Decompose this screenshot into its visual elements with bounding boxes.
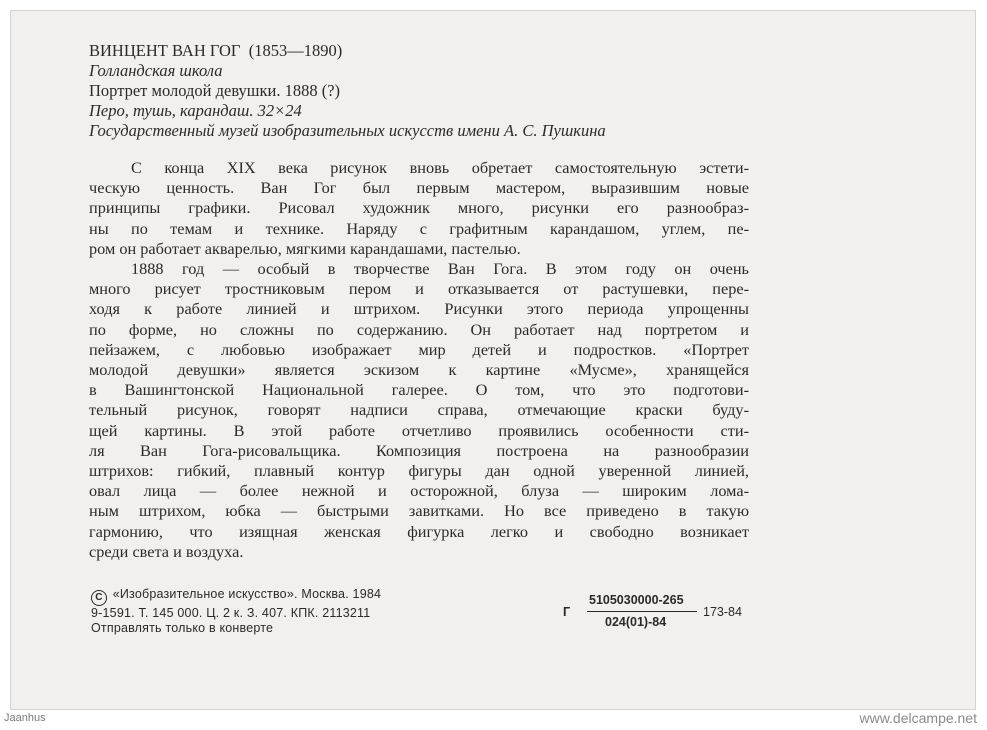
code-denominator: 024(01)-84 — [605, 615, 667, 629]
artist-line — [89, 41, 606, 61]
publisher: «Изобразительное искусство». Москва. 1984 — [112, 587, 382, 601]
artwork-title-line — [89, 81, 606, 101]
school: Голландская школа — [89, 61, 223, 80]
code-letter: Г — [563, 605, 571, 619]
paragraph-line: овал лица — более нежной и осторожной, блуза — широким лома- — [89, 481, 749, 501]
image-credit: Jaanhus — [4, 712, 46, 724]
paragraph-2 — [89, 259, 749, 562]
fraction-rule — [587, 611, 697, 612]
technique-line — [89, 101, 606, 121]
mailing-note: Отправлять только в конверте — [91, 621, 274, 635]
paragraph-line: ны по темам и технике. Наряду с графитным карандашом, углем, пе- — [89, 218, 749, 238]
print-info: 9-1591. Т. 145 000. Ц. 2 к. З. 407. КПК. 2113211 — [91, 606, 371, 620]
caption-header — [89, 41, 606, 141]
description-text — [89, 158, 749, 562]
paragraph-1 — [89, 158, 749, 259]
paragraph-line: ным штрихом, юбка — быстрыми завитками. Но все приведено в такую — [89, 501, 749, 521]
imprint — [91, 587, 381, 636]
technique: Перо, тушь, карандаш. — [89, 101, 254, 120]
site-watermark: www.delcampe.net — [859, 710, 977, 726]
paragraph-line: 1888 год — особый в творчестве Ван Гога. В этом году он очень — [131, 259, 749, 279]
code-suffix: 173-84 — [703, 605, 742, 619]
artwork-size: 32×24 — [257, 101, 302, 120]
paragraph-line: принципы графики. Рисовал художник много, рисунки его разнообраз- — [89, 198, 749, 218]
artwork-title-note: (?) — [321, 81, 341, 100]
paragraph-line: много рисует тростниковым пером и отказывается от растушевки, пере- — [89, 279, 749, 299]
copyright-icon: C — [91, 590, 107, 606]
paragraph-line: щей картины. В этой работе отчетливо проявились особенности сти- — [89, 420, 749, 440]
paragraph-line: среди света и воздуха. — [89, 541, 244, 561]
museum: Государственный музей изобразительных искусств имени А. С. Пушкина — [89, 121, 606, 140]
paragraph-line: по форме, но сложны по содержанию. Он работает над портретом и — [89, 319, 749, 339]
paragraph-line: штрихов: гибкий, плавный контур фигуры дан одной уверенной линией, — [89, 461, 749, 481]
paragraph-line: пейзажем, с любовью изображает мир детей и подростков. «Портрет — [89, 339, 749, 359]
postcard-back — [10, 10, 976, 710]
paragraph-line: ческую ценность. Ван Гог был первым мастером, выразившим новые — [89, 178, 749, 198]
artist-name: ВИНЦЕНТ ВАН ГОГ — [89, 41, 241, 60]
paragraph-line: в Вашингтонской Национальной галерее. О том, что это подготови- — [89, 380, 749, 400]
code-numerator: 5105030000-265 — [589, 593, 684, 607]
paragraph-line: С конца XIX века рисунок вновь обретает самостоятельную эстети- — [131, 158, 749, 177]
paragraph-line: ходя к работе линией и штрихом. Рисунки этого периода упрощенны — [89, 299, 749, 319]
paragraph-line: тельный рисунок, говорят надписи справа, отмечающие краски буду- — [89, 400, 749, 420]
artwork-title: Портрет молодой девушки. 1888 — [89, 81, 318, 100]
paragraph-line: гармонию, что изящная женская фигурка легко и свободно возникает — [89, 521, 749, 541]
publisher-line — [91, 587, 381, 606]
artist-years: (1853—1890) — [248, 41, 343, 60]
paragraph-line: ром он работает акварелью, мягкими карандашами, пастелью. — [89, 238, 521, 258]
paragraph-line: молодой девушки» является эскизом к картине «Мусме», хранящейся — [89, 360, 749, 380]
paragraph-line: ля Ван Гога-рисовальщика. Композиция построена на разнообразии — [89, 440, 749, 460]
